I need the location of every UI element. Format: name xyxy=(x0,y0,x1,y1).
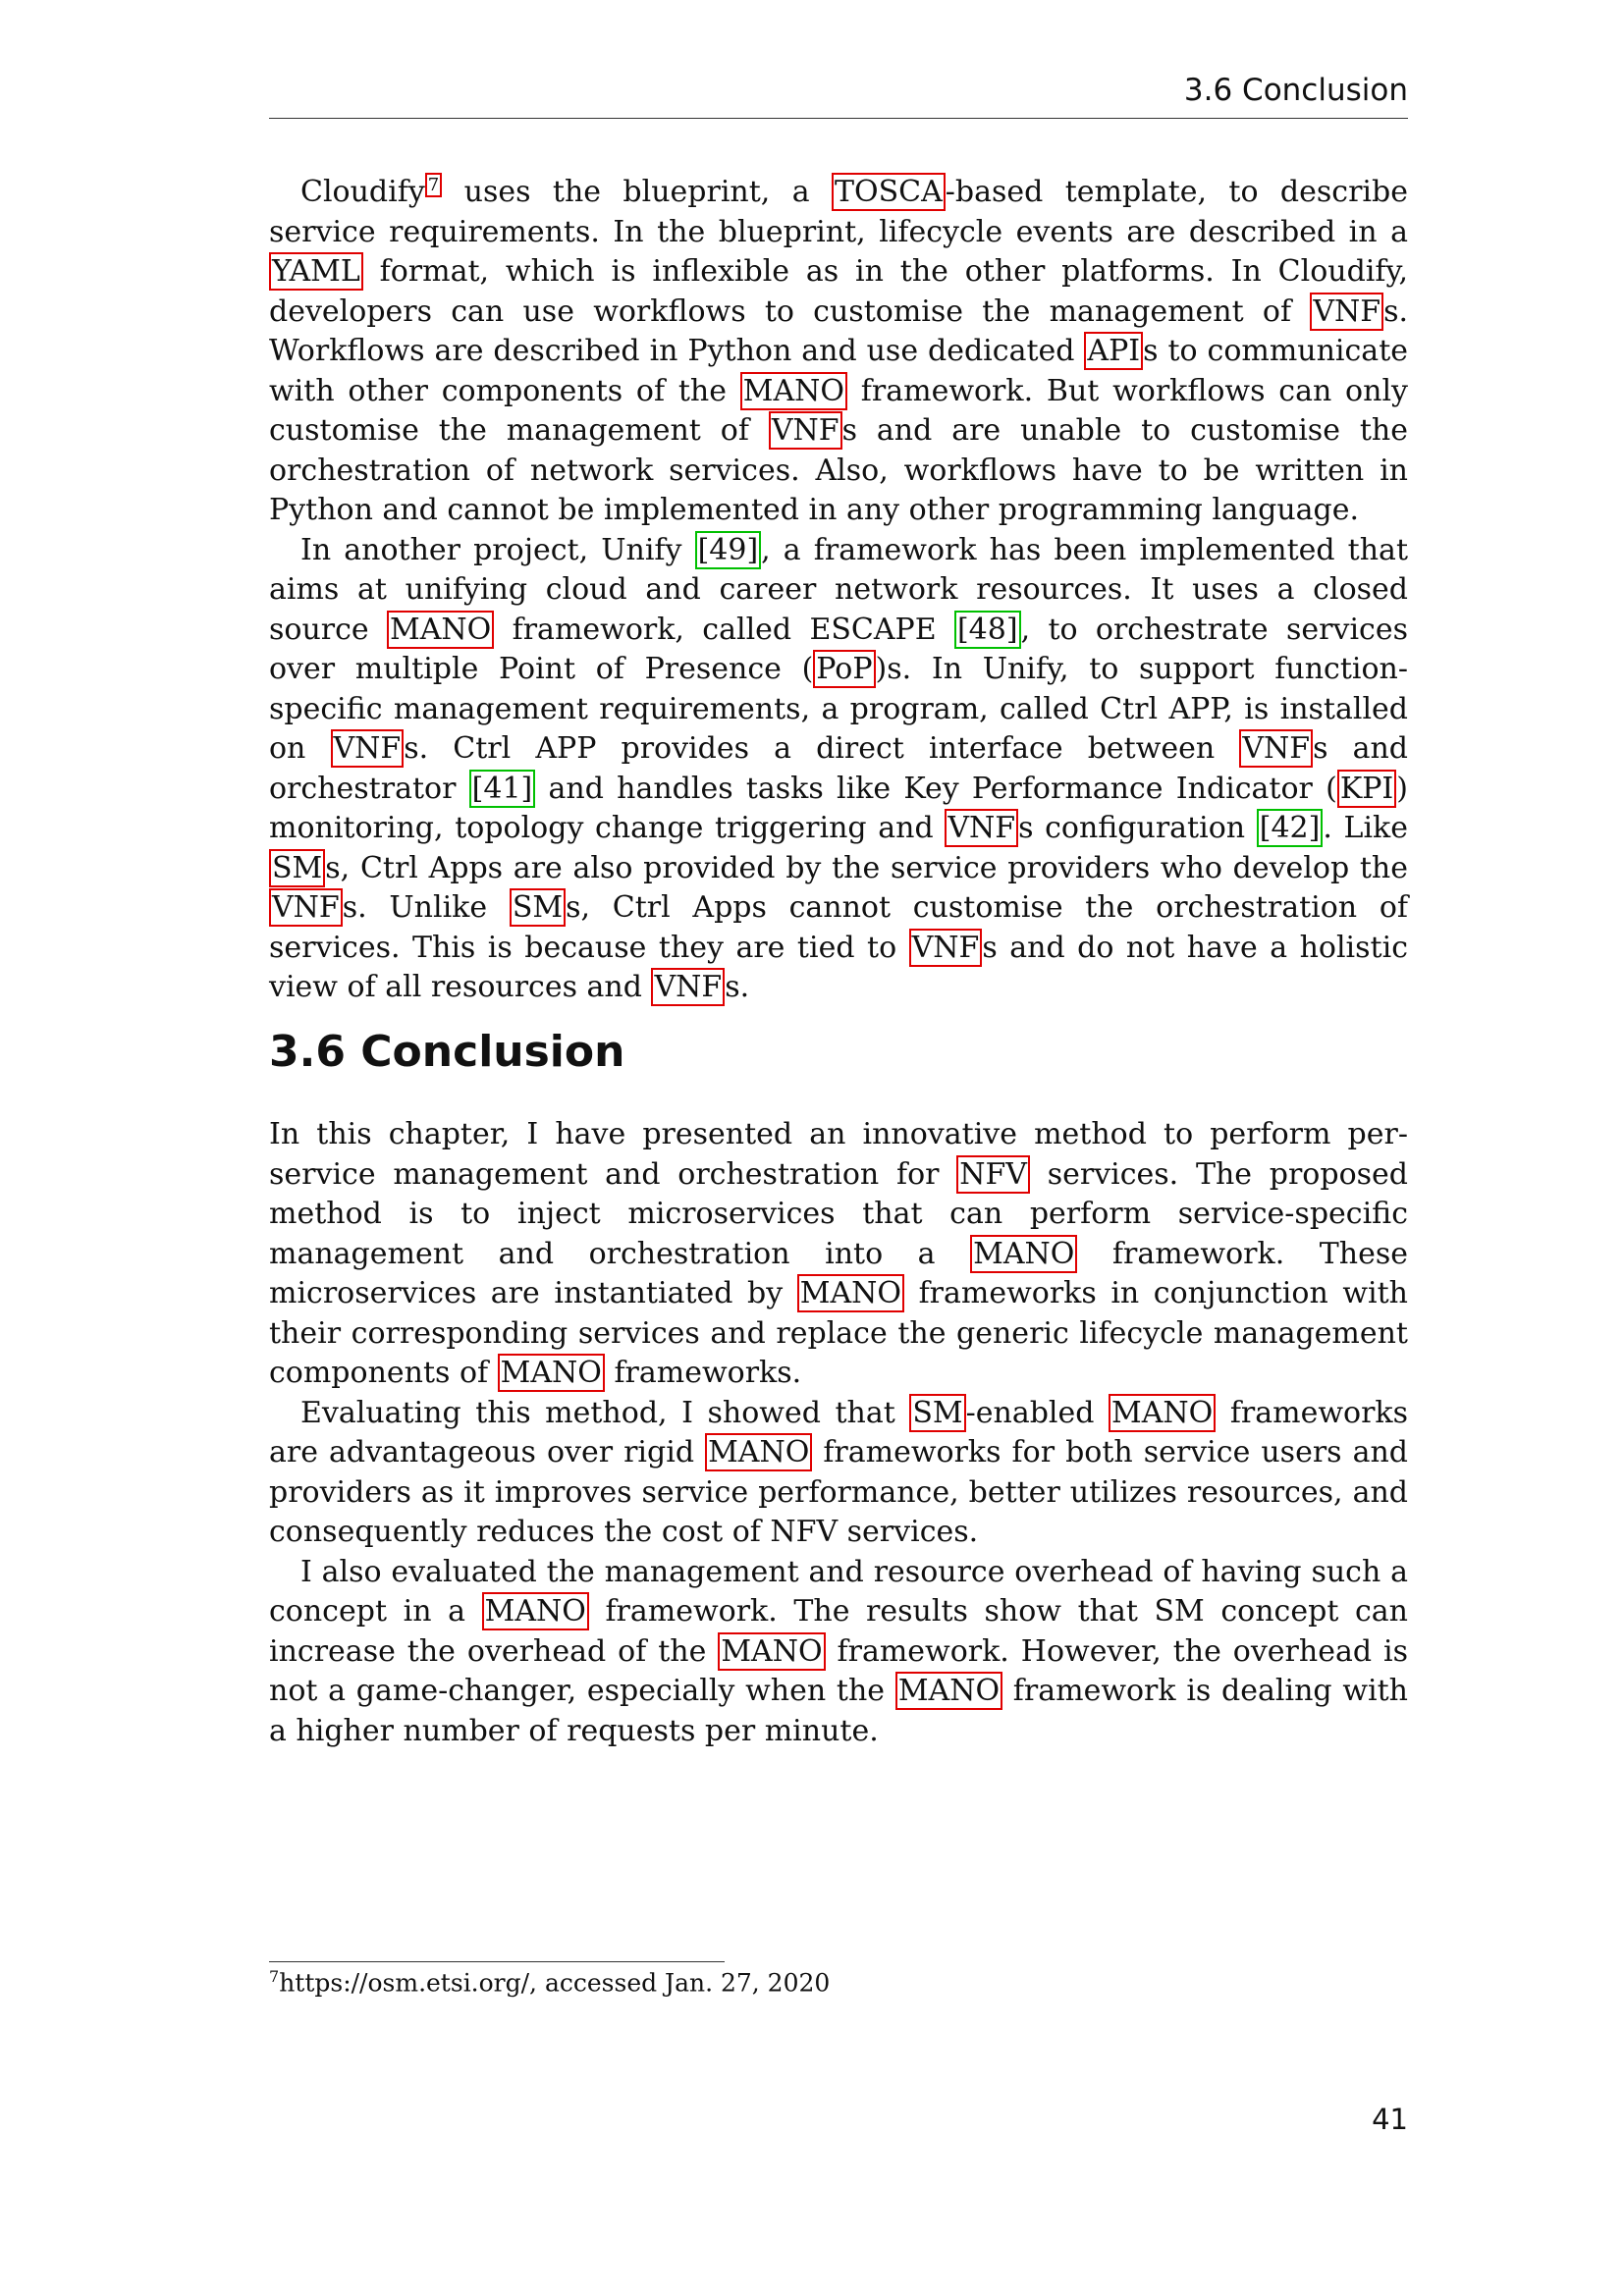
text-run: s and are unable to customise the orchestration of network services. Also, workflows have to be written in Python and cannot be implemented in any other programming language. xyxy=(269,413,1408,527)
acronym-link[interactable]: SM xyxy=(909,1394,965,1432)
text-run: frameworks in conjunction with their corresponding services and replace the generic lifecycle management components of xyxy=(269,1276,1408,1390)
footnote xyxy=(269,1967,1408,1997)
footnote-ref-link[interactable]: 7 xyxy=(425,173,442,197)
text-run: s. Ctrl APP provides a direct interface between xyxy=(404,731,1240,766)
text-run: frameworks for both service users and providers as it improves service performance, better utilizes resources, and consequently reduces the cost of NFV services. xyxy=(269,1435,1408,1549)
text-run: s to communicate with other components of the xyxy=(269,334,1409,408)
footnote-rule xyxy=(269,1961,725,1962)
citation-link[interactable]: [41] xyxy=(469,770,536,808)
text-run: s and do not have a holistic view of all resources and xyxy=(269,930,1408,1004)
text-run: framework. However, the overhead is not a game-changer, especially when the xyxy=(269,1633,1408,1708)
acronym-link[interactable]: MANO xyxy=(895,1672,1002,1710)
acronym-link[interactable]: MANO xyxy=(1109,1394,1216,1432)
text-run: framework, called ESCAPE xyxy=(494,612,954,647)
text-run: ) monitoring, topology change triggering and xyxy=(269,771,1408,845)
acronym-link[interactable]: API xyxy=(1084,332,1143,370)
acronym-link[interactable]: MANO xyxy=(387,611,494,649)
acronym-link[interactable]: MANO xyxy=(718,1632,825,1671)
acronym-link[interactable]: VNF xyxy=(1239,729,1313,768)
paragraph-evaluation xyxy=(269,1394,1408,1553)
acronym-link[interactable]: TOSCA xyxy=(832,173,946,211)
text-run: s, Ctrl Apps cannot customise the orchestration of services. This is because they are tied to xyxy=(269,890,1408,965)
text-run: format, which is inflexible as in the other platforms. In Cloudify, developers can use workflows to customise the management of xyxy=(269,254,1408,329)
citation-link[interactable]: [42] xyxy=(1257,809,1324,847)
acronym-link[interactable]: VNF xyxy=(331,729,405,768)
footnote-mark: 7 xyxy=(269,1967,280,1986)
text-run: . Like xyxy=(1323,811,1408,845)
text-run: frameworks. xyxy=(604,1356,802,1390)
paragraph-unify xyxy=(269,531,1408,1008)
footnote-text: https://osm.etsi.org/, accessed Jan. 27, 2020 xyxy=(279,1968,831,1998)
text-run: s configuration xyxy=(1018,811,1257,845)
text-run: s and orchestrator xyxy=(269,731,1408,806)
text-run: Cloudify xyxy=(300,175,425,209)
acronym-link[interactable]: VNF xyxy=(945,809,1018,847)
text-run: and handles tasks like Key Performance Indicator ( xyxy=(535,771,1337,806)
text-run: In this chapter, I have presented an innovative method to perform per-service management and orchestration for xyxy=(269,1117,1408,1192)
paragraph-cloudify xyxy=(269,173,1408,531)
text-run: services. The proposed method is to inject microservices that can perform service-specific management and orchestration into a xyxy=(269,1156,1408,1271)
text-run: I also evaluated the management and resource overhead of having such a concept in a xyxy=(269,1554,1408,1629)
paragraph-overhead xyxy=(269,1553,1408,1752)
text-run: )s. In Unify, to support function-specific management requirements, a program, called Ctrl APP, is installed on xyxy=(269,652,1408,766)
text-run: framework. But workflows can only customise the management of xyxy=(269,373,1408,448)
acronym-link[interactable]: MANO xyxy=(705,1433,812,1471)
text-run: In another project, Unify xyxy=(300,532,695,567)
text-run: , to orchestrate services over multiple Point of Presence ( xyxy=(269,612,1409,686)
running-header: 3.6 Conclusion xyxy=(1183,73,1408,108)
acronym-link[interactable]: MANO xyxy=(740,372,847,410)
acronym-link[interactable]: VNF xyxy=(269,888,343,927)
acronym-link[interactable]: YAML xyxy=(269,252,363,291)
text-run: s, Ctrl Apps are also provided by the service providers who develop the xyxy=(325,850,1408,885)
section-heading: 3.6 Conclusion xyxy=(269,1027,625,1077)
text-run: framework. The results show that SM concept can increase the overhead of the xyxy=(269,1594,1408,1669)
text-run: s. xyxy=(725,970,750,1004)
acronym-link[interactable]: SM xyxy=(269,849,325,887)
text-run: uses the blueprint, a xyxy=(442,175,832,209)
text-run: -enabled xyxy=(965,1395,1110,1430)
text-run: s. Unlike xyxy=(342,890,510,925)
conclusion-body-text xyxy=(269,1115,1408,1751)
text-run: framework. These microservices are instantiated by xyxy=(269,1236,1409,1310)
text-run: Evaluating this method, I showed that xyxy=(300,1395,910,1430)
text-run: framework is dealing with a higher number of requests per minute. xyxy=(269,1674,1409,1748)
text-run: -based template, to describe service requirements. In the blueprint, lifecycle events are described in a xyxy=(269,175,1408,249)
header-rule xyxy=(269,118,1408,119)
acronym-link[interactable]: VNF xyxy=(651,968,725,1006)
acronym-link[interactable]: PoP xyxy=(813,650,875,688)
citation-link[interactable]: [48] xyxy=(954,611,1021,649)
citation-link[interactable]: [49] xyxy=(695,531,762,569)
text-run: s. Workflows are described in Python and use dedicated xyxy=(269,294,1408,368)
acronym-link[interactable]: MANO xyxy=(970,1235,1077,1273)
acronym-link[interactable]: MANO xyxy=(498,1354,605,1392)
acronym-link[interactable]: VNF xyxy=(1310,293,1383,331)
acronym-link[interactable]: KPI xyxy=(1337,770,1396,808)
text-run: , a framework has been implemented that aims at unifying cloud and career network resources. It uses a closed source xyxy=(269,532,1408,647)
acronym-link[interactable]: NFV xyxy=(956,1155,1030,1194)
acronym-link[interactable]: MANO xyxy=(797,1274,904,1312)
acronym-link[interactable]: VNF xyxy=(769,411,842,450)
paragraph-summary xyxy=(269,1115,1408,1394)
text-run: frameworks are advantageous over rigid xyxy=(269,1395,1408,1469)
top-body-text xyxy=(269,173,1408,1008)
acronym-link[interactable]: SM xyxy=(510,888,566,927)
acronym-link[interactable]: VNF xyxy=(909,929,983,967)
page-number: 41 xyxy=(1372,2103,1408,2136)
acronym-link[interactable]: MANO xyxy=(482,1592,589,1630)
